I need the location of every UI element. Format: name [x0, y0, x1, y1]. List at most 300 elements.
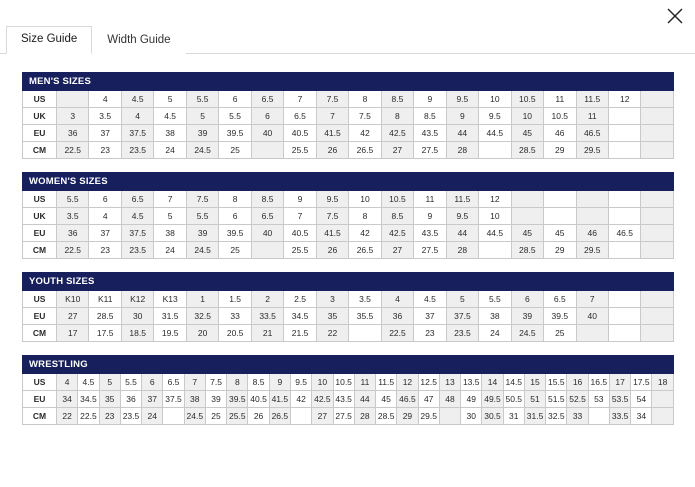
size-cell: 4.5	[414, 291, 446, 308]
table-header-cell	[381, 273, 413, 291]
size-cell	[652, 391, 673, 408]
size-cell: 45	[511, 225, 543, 242]
table-header-cell	[544, 73, 576, 91]
size-cell: 24.5	[184, 408, 205, 425]
table-header-cell	[316, 273, 348, 291]
size-cell: 42	[349, 225, 381, 242]
size-cell	[641, 125, 673, 142]
size-cell: 28.5	[376, 408, 397, 425]
size-cell	[608, 242, 640, 259]
size-cell: 25	[219, 142, 251, 159]
size-cell: 8.5	[381, 208, 413, 225]
size-cell: 24	[154, 142, 186, 159]
size-cell: 46.5	[576, 125, 608, 142]
tab-bar	[0, 24, 695, 54]
size-cell: 12	[397, 374, 418, 391]
size-cell: 22.5	[78, 408, 99, 425]
size-cell: 9.5	[446, 91, 478, 108]
size-cell: 23	[89, 142, 121, 159]
table-header-cell	[446, 73, 478, 91]
size-cell: 12.5	[418, 374, 439, 391]
size-cell: 30.5	[482, 408, 503, 425]
size-cell: 18.5	[121, 325, 154, 342]
size-cell: 30	[461, 408, 482, 425]
size-cell: 7.5	[186, 191, 218, 208]
table-header-cell	[381, 173, 413, 191]
size-cell: 35.5	[349, 308, 381, 325]
size-cell: 25.5	[227, 408, 248, 425]
table-row	[23, 391, 674, 408]
size-cell: 39.5	[219, 125, 251, 142]
size-cell: 49	[461, 391, 482, 408]
size-cell: 38	[479, 308, 511, 325]
size-cell: 13.5	[461, 374, 482, 391]
row-label: US	[23, 91, 57, 108]
size-cell	[576, 191, 608, 208]
size-cell: 28.5	[511, 142, 543, 159]
size-cell: 22	[57, 408, 78, 425]
table-header-cell	[290, 356, 311, 374]
size-cell: 39	[205, 391, 226, 408]
size-cell: 26.5	[349, 242, 381, 259]
size-cell: 3.5	[349, 291, 381, 308]
table-header-cell	[251, 73, 283, 91]
size-cell: 26	[248, 408, 269, 425]
size-cell: 51	[524, 391, 545, 408]
size-cell: 32.5	[546, 408, 567, 425]
size-cell	[57, 91, 89, 108]
table-header-cell	[641, 73, 673, 91]
size-cell: 33.5	[609, 408, 630, 425]
size-cell: 27	[381, 142, 413, 159]
size-cell: 6	[142, 374, 163, 391]
row-label: CM	[23, 408, 57, 425]
size-cell: 4.5	[121, 208, 153, 225]
size-cell: 28	[354, 408, 375, 425]
table-row	[23, 191, 674, 208]
table-header-cell	[219, 173, 251, 191]
size-cell: 10	[479, 208, 511, 225]
table-header-cell	[461, 356, 482, 374]
row-label: EU	[23, 125, 57, 142]
table-header-cell	[142, 356, 163, 374]
table-header-cell	[609, 273, 641, 291]
size-cell: 44.5	[479, 225, 511, 242]
size-cell: 36	[57, 125, 89, 142]
size-cell	[608, 191, 640, 208]
size-cell: 52.5	[567, 391, 588, 408]
size-cell	[641, 308, 673, 325]
size-cell: 44	[446, 125, 478, 142]
row-label: EU	[23, 391, 57, 408]
size-cell: 9.5	[446, 208, 478, 225]
size-cell: 35	[316, 308, 348, 325]
size-cell	[544, 191, 576, 208]
size-cell: 7	[284, 208, 316, 225]
size-cell	[544, 208, 576, 225]
size-cell: 53	[588, 391, 609, 408]
size-cell: 15	[524, 374, 545, 391]
table-header-row	[23, 356, 674, 374]
size-cell: 6	[251, 108, 283, 125]
size-cell: 10	[349, 191, 381, 208]
size-cell: 37.5	[121, 225, 153, 242]
size-cell: 2	[251, 291, 283, 308]
size-cell: 5	[154, 91, 186, 108]
size-cell: 44.5	[479, 125, 511, 142]
table-row	[23, 208, 674, 225]
table-row	[23, 91, 674, 108]
table-header-cell	[154, 173, 186, 191]
size-cell: 8	[349, 91, 381, 108]
size-cell: 26.5	[349, 142, 381, 159]
size-cell: 29	[397, 408, 418, 425]
size-cell: 20.5	[219, 325, 251, 342]
size-cell: 49.5	[482, 391, 503, 408]
size-cell: 29	[544, 242, 576, 259]
table-header-cell	[184, 356, 205, 374]
size-cell: 17.5	[631, 374, 652, 391]
size-cell: 21.5	[284, 325, 316, 342]
size-cell: 5.5	[57, 191, 89, 208]
size-cell: 10	[312, 374, 333, 391]
size-cell: 37.5	[121, 125, 153, 142]
size-cell: 34	[631, 408, 652, 425]
size-cell: 3	[57, 108, 89, 125]
size-cell: 38	[154, 125, 186, 142]
size-cell: 5.5	[186, 208, 218, 225]
size-cell: 34.5	[78, 391, 99, 408]
size-table-block	[22, 272, 673, 342]
size-cell: 7	[284, 91, 316, 108]
table-header-cell	[376, 356, 397, 374]
size-cell	[511, 208, 543, 225]
table-row	[23, 374, 674, 391]
table-header-cell	[524, 356, 545, 374]
size-cell: 5.5	[186, 91, 218, 108]
table-row	[23, 225, 674, 242]
table-header-cell	[608, 73, 640, 91]
tab-size-guide[interactable]	[6, 26, 92, 54]
size-cell: 8	[349, 208, 381, 225]
size-cell: 10	[479, 91, 511, 108]
size-cell: 24	[479, 325, 511, 342]
table-header-cell	[479, 173, 511, 191]
size-cell: 46	[544, 125, 576, 142]
size-cell: 23	[414, 325, 446, 342]
table-header-cell	[227, 356, 248, 374]
size-cell: 9.5	[479, 108, 511, 125]
table-header-cell	[576, 273, 608, 291]
size-cell: 29	[544, 142, 576, 159]
size-cell: 4	[89, 91, 121, 108]
size-cell: 26	[316, 242, 348, 259]
size-cell: 4.5	[121, 91, 153, 108]
size-cell: 6.5	[544, 291, 576, 308]
size-cell: 5.5	[479, 291, 511, 308]
size-cell: 9.5	[290, 374, 311, 391]
size-cell: 10	[511, 108, 543, 125]
row-label: CM	[23, 142, 57, 159]
size-cell	[609, 308, 641, 325]
size-cell: 29.5	[576, 142, 608, 159]
size-cell: 2.5	[284, 291, 316, 308]
table-row	[23, 242, 674, 259]
size-cell: 27	[312, 408, 333, 425]
size-cell: 3.5	[57, 208, 89, 225]
size-cell: 5	[186, 108, 218, 125]
table-header-cell	[316, 173, 348, 191]
size-cell: 42	[349, 125, 381, 142]
size-cell: 53.5	[609, 391, 630, 408]
size-cell: 8	[227, 374, 248, 391]
table-header-cell	[631, 356, 652, 374]
size-cell: 38	[154, 225, 186, 242]
table-header-cell	[186, 73, 218, 91]
size-cell: 7	[184, 374, 205, 391]
size-cell: 3	[316, 291, 348, 308]
size-cell	[641, 108, 673, 125]
row-label: US	[23, 374, 57, 391]
table-header-cell	[251, 173, 283, 191]
table-row	[23, 325, 674, 342]
size-cell: 23.5	[121, 142, 153, 159]
size-cell: 4	[57, 374, 78, 391]
size-cell: 4	[381, 291, 413, 308]
size-cell: 29.5	[418, 408, 439, 425]
size-cell: 17.5	[89, 325, 121, 342]
size-cell: 7	[576, 291, 608, 308]
size-cell: 29.5	[576, 242, 608, 259]
size-cell: 8.5	[251, 191, 283, 208]
size-cell: 31.5	[524, 408, 545, 425]
table-header-cell	[381, 73, 413, 91]
size-cell: 24.5	[186, 242, 218, 259]
size-cell: 28.5	[89, 308, 121, 325]
size-cell	[652, 408, 673, 425]
size-cell: 42.5	[381, 125, 413, 142]
size-cell: 6.5	[251, 208, 283, 225]
table-header-cell	[544, 273, 576, 291]
table-header-cell	[349, 173, 381, 191]
table-header-row	[23, 173, 674, 191]
size-cell: 5.5	[219, 108, 251, 125]
size-cell: 47	[418, 391, 439, 408]
size-cell: 50.5	[503, 391, 524, 408]
size-cell: 9	[284, 191, 316, 208]
size-cell: K10	[57, 291, 89, 308]
size-cell: 24	[142, 408, 163, 425]
table-row	[23, 108, 674, 125]
size-cell: 31	[503, 408, 524, 425]
size-cell: 37	[89, 125, 121, 142]
size-cell: 11	[354, 374, 375, 391]
size-cell	[163, 408, 184, 425]
table-header-cell	[186, 173, 218, 191]
size-cell: 33	[567, 408, 588, 425]
size-table-block	[22, 72, 673, 159]
size-cell: 39	[511, 308, 543, 325]
size-cell: 8.5	[414, 108, 446, 125]
size-table-block	[22, 172, 673, 259]
table-row	[23, 125, 674, 142]
size-cell: 10.5	[381, 191, 413, 208]
row-label: CM	[23, 242, 57, 259]
table-header-cell	[414, 173, 446, 191]
size-cell: 8	[381, 108, 413, 125]
size-cell: 10.5	[333, 374, 354, 391]
row-label: EU	[23, 225, 57, 242]
size-table	[22, 355, 674, 425]
size-cell: 45	[544, 225, 576, 242]
table-header-cell	[333, 356, 354, 374]
size-cell: 4.5	[154, 108, 186, 125]
size-tables	[0, 58, 695, 448]
size-cell: 17	[57, 325, 89, 342]
table-header-cell	[284, 73, 316, 91]
size-cell: 6.5	[163, 374, 184, 391]
size-cell: 48	[439, 391, 460, 408]
size-cell	[608, 142, 640, 159]
size-cell: 9	[414, 91, 446, 108]
size-cell	[641, 242, 673, 259]
size-cell: 24.5	[511, 325, 543, 342]
size-cell: 25	[219, 242, 251, 259]
table-row	[23, 291, 674, 308]
size-cell: 6.5	[251, 91, 283, 108]
table-header-cell	[354, 356, 375, 374]
table-header-cell	[186, 273, 218, 291]
row-label: CM	[23, 325, 57, 342]
size-cell: 6.5	[121, 191, 153, 208]
size-cell: 6	[219, 208, 251, 225]
size-cell	[576, 325, 608, 342]
table-header-cell	[567, 356, 588, 374]
size-cell: 16	[567, 374, 588, 391]
size-cell: 11.5	[446, 191, 478, 208]
table-header-cell	[576, 73, 608, 91]
size-cell: 34.5	[284, 308, 316, 325]
size-cell	[641, 225, 673, 242]
size-cell: 9	[269, 374, 290, 391]
size-cell: 39.5	[227, 391, 248, 408]
table-header-cell	[163, 356, 184, 374]
table-header-cell	[479, 273, 511, 291]
table-header-cell	[479, 73, 511, 91]
table-header-cell	[511, 73, 543, 91]
size-cell: 32.5	[186, 308, 218, 325]
tab-width-guide-label: Width Guide	[107, 34, 171, 47]
size-cell: 41.5	[316, 125, 348, 142]
table-title: WRESTLING	[23, 356, 121, 374]
size-cell	[641, 142, 673, 159]
table-header-cell	[154, 73, 186, 91]
size-cell: 25.5	[284, 242, 316, 259]
table-header-row	[23, 273, 674, 291]
size-cell: 11	[576, 108, 608, 125]
size-cell: 4.5	[78, 374, 99, 391]
size-cell: 14	[482, 374, 503, 391]
size-cell: 40.5	[284, 225, 316, 242]
size-cell	[479, 142, 511, 159]
size-cell: 37	[142, 391, 163, 408]
table-header-cell	[641, 173, 673, 191]
size-cell: 45	[511, 125, 543, 142]
table-header-cell	[251, 273, 283, 291]
size-cell: 36	[57, 225, 89, 242]
size-cell: 28.5	[511, 242, 543, 259]
table-row	[23, 142, 674, 159]
size-cell: 46.5	[608, 225, 640, 242]
size-cell	[608, 108, 640, 125]
row-label: UK	[23, 108, 57, 125]
size-cell: 7.5	[205, 374, 226, 391]
size-cell: 41.5	[316, 225, 348, 242]
size-cell: 40	[576, 308, 608, 325]
size-cell: 26	[316, 142, 348, 159]
table-header-cell	[284, 273, 316, 291]
size-cell: 51.5	[546, 391, 567, 408]
size-cell: 8	[219, 191, 251, 208]
size-table	[22, 72, 674, 159]
size-cell: 44	[354, 391, 375, 408]
table-header-cell	[652, 356, 673, 374]
size-cell: 23.5	[446, 325, 478, 342]
size-cell	[511, 191, 543, 208]
table-header-cell	[397, 356, 418, 374]
size-cell	[251, 142, 283, 159]
table-header-cell	[609, 356, 630, 374]
table-row	[23, 308, 674, 325]
table-header-cell	[418, 356, 439, 374]
size-cell: 7.5	[349, 108, 381, 125]
size-cell: 17	[609, 374, 630, 391]
size-cell: 5	[99, 374, 120, 391]
size-cell	[641, 325, 673, 342]
size-cell	[609, 291, 641, 308]
size-cell: 25	[544, 325, 576, 342]
table-header-cell	[316, 73, 348, 91]
table-header-cell	[219, 273, 251, 291]
size-cell: 39	[186, 225, 218, 242]
size-cell: 9	[446, 108, 478, 125]
size-cell: 20	[186, 325, 218, 342]
tab-width-guide[interactable]	[92, 27, 185, 54]
table-header-cell	[312, 356, 333, 374]
size-cell	[641, 208, 673, 225]
table-header-cell	[511, 273, 543, 291]
size-cell: 14.5	[503, 374, 524, 391]
size-cell: 40.5	[284, 125, 316, 142]
row-label: EU	[23, 308, 57, 325]
size-table-block	[22, 355, 673, 425]
size-cell: 21	[251, 325, 283, 342]
size-cell: 27.5	[414, 242, 446, 259]
size-cell: 4	[121, 108, 153, 125]
size-cell: 11.5	[376, 374, 397, 391]
size-cell: 27.5	[414, 142, 446, 159]
table-title: MEN'S SIZES	[23, 73, 154, 91]
size-cell: 13	[439, 374, 460, 391]
size-cell: 19.5	[154, 325, 186, 342]
size-cell: 10.5	[544, 108, 576, 125]
size-cell: 8.5	[381, 91, 413, 108]
size-cell: 27.5	[333, 408, 354, 425]
size-cell: 45	[376, 391, 397, 408]
size-cell: 30	[121, 308, 154, 325]
size-cell: 6	[219, 91, 251, 108]
size-cell: 23.5	[121, 242, 153, 259]
